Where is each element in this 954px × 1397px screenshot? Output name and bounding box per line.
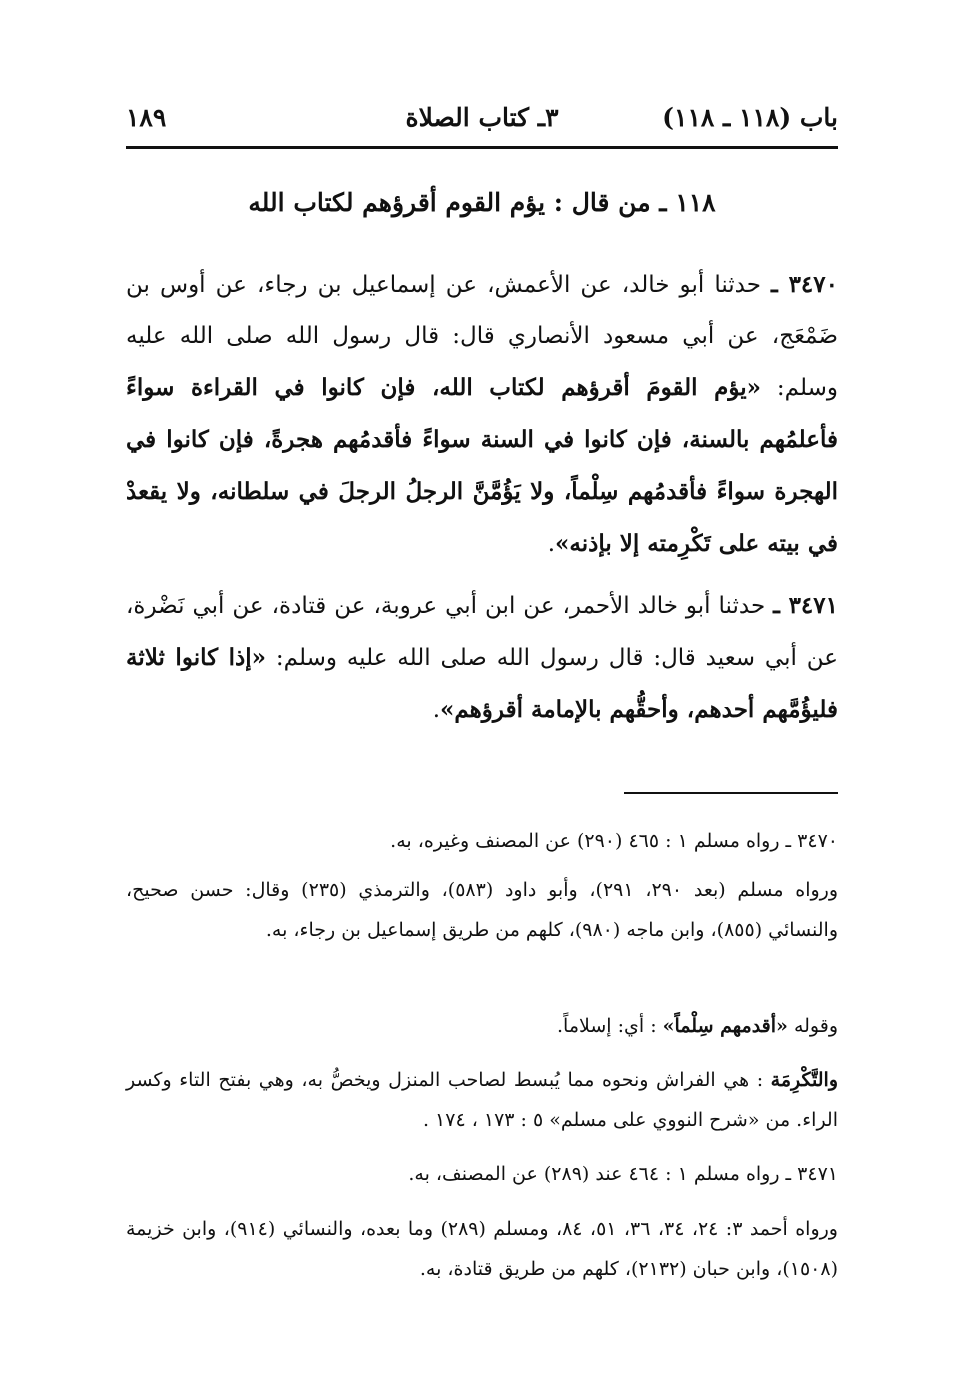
- running-header: [126, 103, 838, 143]
- footnote-3470-source: ٣٤٧٠ ـ رواه مسلم ١ : ٤٦٥ (٢٩٠) عن المصنف وغيره، به.: [390, 830, 838, 852]
- hadith-end: .: [432, 697, 440, 723]
- hadith-3470: [126, 259, 838, 570]
- footnote-3471-other-sources: ورواه أحمد ٣: ٢٤، ٣٤، ٣٦، ٥١، ٨٤، ومسلم (٢٨٩) وما بعده، والنسائي (٩١٤)، وابن خزيمة (١٥٠٨)، وابن حبان (٢١٣٢)، كلهم من طريق قتادة، به.: [126, 1218, 838, 1280]
- hadith-number: ٣٤٧١ ـ: [773, 592, 838, 619]
- chapter-range: باب (١١٨ ـ ١١٨): [662, 103, 838, 132]
- footnote-3471-source: ٣٤٧١ ـ رواه مسلم ١ : ٤٦٤ عند (٢٨٩) عن المصنف، به.: [408, 1163, 838, 1185]
- hadith-end: .: [547, 531, 556, 557]
- header-rule: [126, 146, 838, 149]
- hadith-chain: حدثنا أبو خالد، عن الأعمش، عن إسماعيل بن رجاء، عن أوس بن ضَمْعَج، عن أبي مسعود الأنصاري قال: قال رسول الله صلى الله عليه وسلم:: [126, 272, 838, 401]
- page-number: ١٨٩: [126, 103, 167, 132]
- footnote-gloss-silm: وقوله «أقدمهم سِلْماً» : أي: إسلاماً.: [557, 1015, 838, 1037]
- hadith-text: «يؤم القومَ أقرؤهم لكتاب الله، فإن كانوا في القراءة سواءً فأعلمُهم بالسنة، فإن كانوا في السنة سواءً فأقدمُهم هجرةً، فإن كانوا في الهجرة سواءً فأقدمُهم سِلْماً، ولا يَؤُمَّنَّ الرجلُ الرجلَ في سلطانه، ولا يقعدْ في بيته على تَكْرِمته إلا بإذنه»: [126, 374, 838, 557]
- hadith-3471: [126, 580, 838, 736]
- book-title: ٣ـ كتاب الصلاة: [405, 103, 559, 132]
- hadith-text: «إذا كانوا ثلاثة فليؤُمَّهم أحدهم، وأحقُّهم بالإمامة أقرؤهم»: [126, 644, 838, 723]
- footnote-gloss-takrima: والتَّكْرِمَة : هي الفراش ونحوه مما يُبسط لصاحب المنزل ويخصُّ به، وهي بفتح التاء وكسر الراء. من «شرح النووي على مسلم» ٥ : ١٧٣ ، ١٧٤ .: [126, 1069, 838, 1131]
- section-title: ١١٨ ـ من قال : يؤم القوم أقرؤهم لكتاب الله: [248, 188, 716, 217]
- hadith-chain: حدثنا أبو خالد الأحمر، عن ابن أبي عروبة، عن قتادة، عن أبي نَضْرة، عن أبي سعيد قال: قال رسول الله صلى الله عليه وسلم:: [126, 593, 838, 671]
- hadith-number: ٣٤٧٠ ـ: [771, 271, 838, 298]
- footnote-separator: [624, 792, 838, 794]
- footnote-3470-other-sources: ورواه مسلم (بعد ٢٩٠، ٢٩١)، وأبو داود (٥٨٣)، والترمذي (٢٣٥) وقال: حسن صحيح، والنسائي (٨٥٥)، وابن ماجه (٩٨٠)، كلهم من طريق إسماعيل بن رجاء، به.: [126, 879, 839, 941]
